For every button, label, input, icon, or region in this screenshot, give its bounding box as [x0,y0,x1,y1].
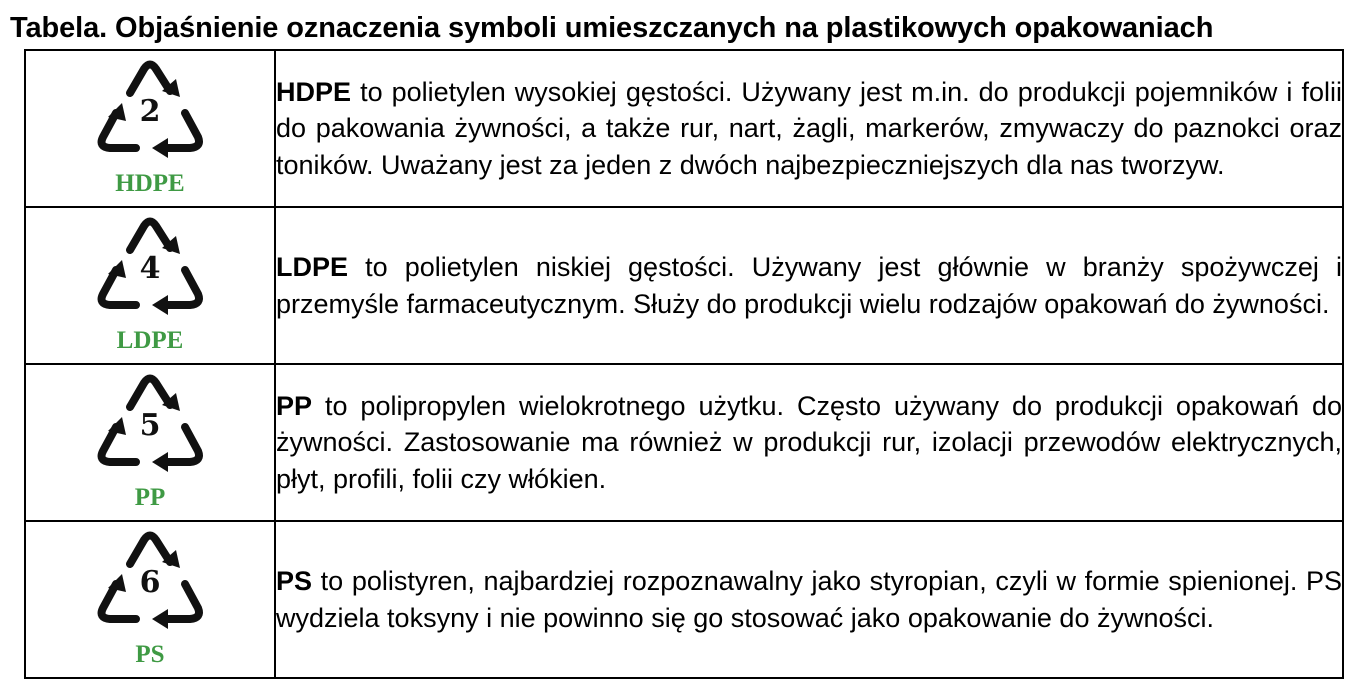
table-title: Tabela. Objaśnienie oznaczenia symboli umieszczanych na plastikowych opakowaniach [10,12,1214,44]
symbol-cell [25,364,275,521]
recycling-number: 2 [139,94,161,129]
plastic-symbols-table [24,49,1344,679]
table-row [25,50,1343,207]
plastic-abbreviation: LDPE [116,327,184,354]
recycling-triangle-icon [90,522,210,672]
recycling-triangle-icon [90,208,210,358]
plastic-abbreviation: HDPE [115,170,185,197]
recycling-triangle-icon [90,365,210,515]
description-cell [275,207,1343,364]
table-row [25,521,1343,678]
recycling-number: 4 [139,251,161,286]
plastic-description: to polietylen niskiej gęstości. Używany jest głównie w branży spożywczej i przemyśle farmaceutycznym. Służy do produkcji wielu rodzajów opakowań do żywności. [276,252,1342,319]
description-cell [275,364,1343,521]
plastic-description: to polipropylen wielokrotnego użytku. Często używany do produkcji opakowań do żywności. Zastosowanie ma również w produkcji rur, izolacji przewodów elektrycznych, płyt, profili, folii czy włókien. [276,390,1342,494]
table-row [25,207,1343,364]
plastic-description: to polietylen wysokiej gęstości. Używany jest m.in. do produkcji pojemników i folii do pakowania żywności, a także rur, nart, żagli, markerów, zmywaczy do paznokci oraz toników. Uważany jest za jeden z dwóch najbezpieczniejszych dla nas tworzyw. [276,76,1342,180]
recycling-number: 6 [139,565,161,600]
recycling-number: 5 [139,408,161,443]
plastic-abbreviation: PS [135,641,165,668]
plastic-code: LDPE [276,252,349,282]
symbol-cell [25,207,275,364]
symbol-cell [25,521,275,678]
plastic-abbreviation: PP [134,484,166,511]
symbol-cell [25,50,275,207]
recycling-triangle-icon [90,51,210,201]
plastic-code: PS [276,566,313,596]
plastic-code: PP [276,390,313,421]
plastic-code: HDPE [276,76,352,107]
description-cell [275,521,1343,678]
plastic-description: to polistyren, najbardziej rozpoznawalny jako styropian, czyli w formie spienionej. PS wydziela toksyny i nie powinno się go stosować jako opakowanie do żywności. [276,566,1342,633]
description-cell [275,50,1343,207]
table-row [25,364,1343,521]
